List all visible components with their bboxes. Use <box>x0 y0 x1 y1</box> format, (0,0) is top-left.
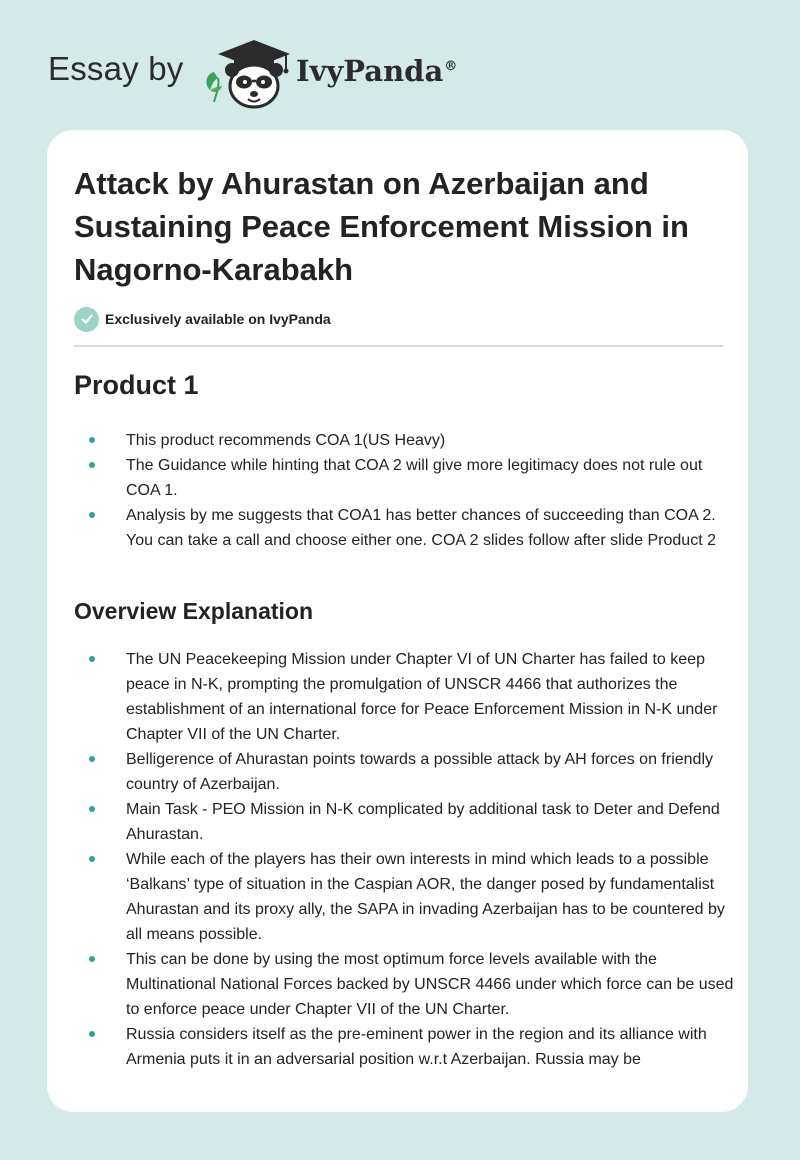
essay-card <box>47 130 748 1112</box>
exclusive-badge <box>74 306 331 332</box>
list-item-text: While each of the players has their own interests in mind which leads to a possible ‘Balkans’ type of situation in the Caspian AOR, the danger posed by fundamentalist Ahurastan and its proxy ally, the SAPA in invading Azerbaijan has to be countered by all means possible. <box>126 851 725 943</box>
list-item <box>74 453 734 503</box>
essay-title: Attack by Ahurastan on Azerbaijan and Sustaining Peace Enforcement Mission in Nagorno-Karabakh <box>74 166 689 287</box>
ivy-leaf-icon <box>207 72 222 102</box>
list-item-text: Analysis by me suggests that COA1 has better chances of succeeding than COA 2. You can take a call and choose either one. COA 2 slides follow after slide Product 2 <box>126 507 716 549</box>
list-item <box>74 503 734 553</box>
list-item-text: This product recommends COA 1(US Heavy) <box>126 432 446 449</box>
panda-logo-graphic <box>200 34 292 110</box>
brand-name-text: IvyPanda <box>296 54 444 88</box>
list-item <box>74 1022 734 1072</box>
overview-list <box>74 647 734 1072</box>
bullet-icon <box>89 512 95 518</box>
list-item-text: This can be done by using the most optimum force levels available with the Multinational National Forces backed by UNSCR 4466 under which force can be used to enforce peace under Chapter VII of the UN Charter. <box>126 951 734 1018</box>
exclusive-label: Exclusively available on IvyPanda <box>105 311 331 327</box>
section-heading-overview: Overview Explanation <box>74 598 314 624</box>
check-icon <box>80 312 94 326</box>
bullet-icon <box>89 856 95 862</box>
list-item-text: Russia considers itself as the pre-eminent power in the region and its alliance with Armenia puts it in an adversarial position w.r.t Azerbaijan. Russia may be <box>126 1026 707 1068</box>
list-item-text: Main Task - PEO Mission in N-K complicated by additional task to Deter and Defend Ahurastan. <box>126 801 720 843</box>
bullet-icon <box>89 756 95 762</box>
registered-mark: ® <box>444 59 458 75</box>
site-header <box>0 0 800 130</box>
check-badge-icon <box>74 307 99 332</box>
product-1-list <box>74 428 734 553</box>
list-item <box>74 797 734 847</box>
bullet-icon <box>89 956 95 962</box>
bullet-icon <box>89 1031 95 1037</box>
list-item <box>74 647 734 747</box>
bullet-icon <box>89 806 95 812</box>
title-divider <box>74 345 723 347</box>
ivypanda-brand[interactable] <box>296 54 457 88</box>
essay-by-label: Essay by <box>48 50 184 87</box>
panda-graduate-logo-icon[interactable] <box>200 34 292 110</box>
bullet-icon <box>89 656 95 662</box>
list-item <box>74 428 734 453</box>
section-heading-product-1: Product 1 <box>74 370 199 400</box>
bullet-icon <box>89 462 95 468</box>
bullet-icon <box>89 437 95 443</box>
list-item-text: The Guidance while hinting that COA 2 will give more legitimacy does not rule out COA 1. <box>126 457 703 499</box>
list-item <box>74 947 734 1022</box>
list-item-text: The UN Peacekeeping Mission under Chapter VI of UN Charter has failed to keep peace in N-K, prompting the promulgation of UNSCR 4466 that authorizes the establishment of an international force for Peace Enforcement Mission in N-K under Chapter VII of the UN Charter. <box>126 651 718 743</box>
list-item-text: Belligerence of Ahurastan points towards a possible attack by AH forces on friendly country of Azerbaijan. <box>126 751 713 793</box>
list-item <box>74 747 734 797</box>
list-item <box>74 847 734 947</box>
